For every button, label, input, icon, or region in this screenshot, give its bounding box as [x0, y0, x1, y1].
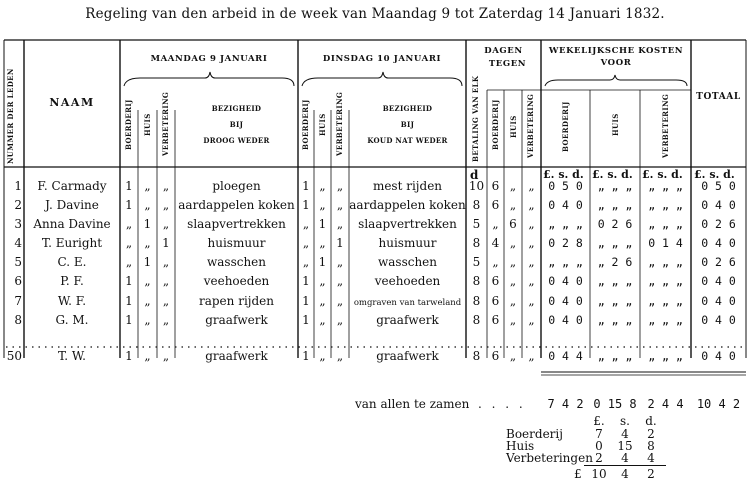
cell-m-b: 1: [125, 274, 133, 288]
totals-huis: 0 15 8: [593, 397, 637, 411]
cell-t-b: 6: [491, 198, 500, 212]
cell-m-work: veehoeden: [203, 274, 270, 288]
cell-m-b: 1: [125, 179, 133, 193]
summary-total-s: 4: [621, 467, 629, 481]
cell-d-b: 1: [302, 274, 310, 288]
cell-totaal: 0 4 0: [701, 313, 736, 327]
cell-k-b: 0 2 8: [548, 236, 583, 250]
cell-t-v: „: [528, 179, 535, 193]
header-nummer: NUMMER DER LEDEN: [6, 68, 15, 164]
totals-totaal: 10 4 2: [696, 397, 741, 411]
cell-m-h: „: [144, 349, 151, 363]
cell-k-h: „ „ „: [597, 179, 633, 193]
cell-d-b: „: [302, 255, 310, 269]
summary-verbeteringen-s: 4: [621, 451, 629, 465]
summary-rule: [584, 465, 666, 466]
header-m-bij: BIJ: [229, 120, 244, 129]
header-dagen: DAGEN: [484, 46, 523, 56]
cell-naam: F. Carmady: [37, 179, 107, 193]
cell-totaal: 0 4 0: [701, 294, 736, 308]
cell-t-b: „: [492, 217, 499, 231]
cell-k-b: 0 4 0: [548, 313, 583, 327]
cell-d-b: „: [302, 217, 310, 231]
header-m-boerderij: BOERDERIJ: [124, 99, 133, 150]
cell-m-b: „: [125, 255, 133, 269]
cell-d-h: „: [319, 236, 326, 250]
cell-totaal: 0 4 0: [701, 236, 736, 250]
summary-verbeteringen-d: 4: [647, 451, 655, 465]
cell-k-b: 0 4 0: [548, 198, 583, 212]
cell-m-v: „: [162, 179, 170, 193]
cell-d-h: „: [319, 313, 326, 327]
cell-t-v: „: [528, 198, 535, 212]
summary-label-boerderij: Boerderij: [506, 427, 563, 441]
cell-d-b: 1: [302, 294, 310, 308]
header-t-huis: HUIS: [509, 115, 518, 138]
header-d-bij: BIJ: [400, 120, 415, 129]
cell-m-work: ploegen: [212, 179, 261, 193]
cell-days: 8: [472, 294, 481, 308]
cell-k-h: „ „ „: [597, 349, 633, 363]
cell-d-work: graafwerk: [376, 313, 439, 327]
cell-nr: 6: [14, 274, 22, 288]
cell-totaal: 0 5 0: [701, 179, 736, 193]
cell-d-work: huismuur: [378, 236, 437, 250]
cell-k-h: „ „ „: [597, 274, 633, 288]
cell-d-h: „: [319, 294, 326, 308]
cell-totaal: 0 2 6: [701, 255, 736, 269]
header-naam: NAAM: [49, 96, 95, 109]
cell-m-h: „: [144, 179, 151, 193]
cell-k-v: „ „ „: [648, 294, 683, 308]
cell-d-work: slaapvertrekken: [358, 217, 457, 231]
summary-huis-d: 8: [647, 439, 655, 453]
header-t-verbetering: VERBETERING: [526, 93, 535, 158]
cell-d-work: mest rijden: [372, 179, 443, 193]
summary-total-symbol: £: [574, 467, 582, 481]
cell-days: 5: [472, 255, 481, 269]
cell-m-v: „: [162, 217, 170, 231]
header-voor: VOOR: [600, 58, 632, 68]
cell-d-v: „: [336, 274, 344, 288]
cell-k-v: 0 1 4: [648, 236, 683, 250]
header-m-droog: DROOG WEDER: [203, 136, 270, 145]
totals-dots: . . . .: [478, 397, 526, 411]
cell-d-h: 1: [318, 217, 327, 231]
ledger-table: [0, 38, 750, 398]
cell-d-work: omgraven van tarweland: [353, 298, 462, 308]
cell-t-h: „: [509, 274, 517, 288]
cell-d-work: wasschen: [377, 255, 438, 269]
header-maandag: MAANDAG 9 JANUARI: [150, 54, 268, 64]
cell-m-v: „: [162, 294, 170, 308]
cell-d-v: „: [336, 255, 344, 269]
cell-days: 8: [472, 274, 481, 288]
totals-boerderij: 7 4 2: [547, 397, 584, 411]
header-k-boerderij: BOERDERIJ: [561, 101, 570, 152]
cell-d-b: „: [302, 236, 310, 250]
cell-naam: J. Davine: [45, 198, 99, 212]
cell-d-v: „: [336, 217, 344, 231]
cell-d-v: „: [336, 313, 344, 327]
unit-k-verbetering: £. s. d.: [642, 168, 683, 181]
cell-m-work: huismuur: [207, 236, 266, 250]
cell-t-v: „: [528, 294, 535, 308]
cell-nr: 7: [14, 294, 22, 308]
cell-d-work: veehoeden: [374, 274, 441, 288]
cell-totaal: 0 2 6: [701, 217, 736, 231]
cell-days: 8: [472, 349, 481, 363]
cell-k-v: „ „ „: [648, 349, 683, 363]
summary-boerderij-l: 7: [595, 427, 603, 441]
unit-days: d: [470, 168, 479, 182]
cell-t-b: „: [492, 255, 499, 269]
cell-t-b: 4: [491, 236, 500, 250]
cell-k-v: „ „ „: [648, 255, 683, 269]
header-d-bezigheid: BEZIGHEID: [382, 104, 433, 113]
cell-d-b: 1: [302, 198, 310, 212]
cell-m-b: 1: [125, 198, 133, 212]
cell-t-b: 6: [491, 294, 500, 308]
cell-m-b: „: [125, 217, 133, 231]
unit-totaal: £. s. d.: [694, 168, 735, 181]
cell-nr: 8: [14, 313, 22, 327]
cell-d-work: aardappelen koken: [349, 198, 466, 212]
cell-m-work: graafwerk: [205, 349, 268, 363]
header-d-koud: KOUD NAT WEDER: [367, 136, 448, 145]
totals-label: van allen te zamen: [355, 397, 470, 411]
cell-m-work: aardappelen koken: [178, 198, 295, 212]
cell-k-b: 0 5 0: [548, 179, 583, 193]
cell-t-b: 6: [491, 179, 500, 193]
cell-t-b: 6: [491, 274, 500, 288]
cell-nr: 50: [6, 349, 22, 363]
cell-days: 8: [472, 313, 481, 327]
cell-t-h: „: [509, 294, 517, 308]
summary-label-huis: Huis: [506, 439, 535, 453]
cell-naam: G. M.: [55, 313, 89, 327]
cell-d-v: 1: [336, 236, 344, 250]
cell-k-h: „ 2 6: [597, 255, 633, 269]
cell-k-b: 0 4 4: [548, 349, 583, 363]
cell-days: 5: [472, 217, 481, 231]
header-m-verbetering: VERBETERING: [161, 91, 170, 156]
header-m-bezigheid: BEZIGHEID: [211, 104, 262, 113]
header-d-boerderij: BOERDERIJ: [301, 99, 310, 150]
cell-m-h: „: [144, 198, 151, 212]
cell-k-h: „ „ „: [597, 236, 633, 250]
cell-m-v: 1: [162, 236, 170, 250]
cell-t-b: 6: [491, 313, 500, 327]
cell-totaal: 0 4 0: [701, 349, 736, 363]
cell-t-v: „: [528, 349, 535, 363]
cell-m-work: slaapvertrekken: [187, 217, 286, 231]
cell-k-h: „ „ „: [597, 198, 633, 212]
cell-totaal: 0 4 0: [701, 198, 736, 212]
cell-m-v: „: [162, 198, 170, 212]
cell-m-h: „: [144, 236, 151, 250]
header-dinsdag: DINSDAG 10 JANUARI: [322, 54, 442, 64]
header-d-huis: HUIS: [318, 113, 327, 136]
cell-d-h: „: [319, 349, 326, 363]
cell-d-h: 1: [318, 255, 327, 269]
cell-nr: 1: [14, 179, 22, 193]
cell-k-v: „ „ „: [648, 274, 683, 288]
header-t-boerderij: BOERDERIJ: [491, 99, 500, 150]
unit-k-huis: £. s. d.: [592, 168, 633, 181]
header-totaal: TOTAAL: [696, 92, 741, 102]
summary-total-d: 2: [647, 467, 655, 481]
cell-d-h: „: [319, 179, 326, 193]
cell-k-v: „ „ „: [648, 198, 683, 212]
summary-col-s: s.: [620, 414, 630, 428]
cell-k-v: „ „ „: [648, 217, 683, 231]
totals-verbetering: 2 4 4: [647, 397, 684, 411]
cell-d-b: 1: [302, 313, 310, 327]
cell-d-v: „: [336, 179, 344, 193]
cell-m-v: „: [162, 274, 170, 288]
cell-t-h: „: [509, 179, 517, 193]
cell-d-b: 1: [302, 179, 310, 193]
cell-naam: W. F.: [57, 294, 87, 308]
cell-d-b: 1: [302, 349, 310, 363]
summary-label-verbeteringen: Verbeteringen: [506, 451, 593, 465]
cell-m-work: graafwerk: [205, 313, 268, 327]
cell-t-h: „: [509, 236, 517, 250]
cell-d-h: „: [319, 274, 326, 288]
cell-naam: T. Euright: [41, 236, 103, 250]
cell-t-h: „: [509, 313, 517, 327]
cell-k-h: „ „ „: [597, 313, 633, 327]
header-m-huis: HUIS: [143, 113, 152, 136]
cell-m-v: „: [162, 255, 170, 269]
cell-k-v: „ „ „: [648, 313, 683, 327]
cell-days: 8: [472, 198, 481, 212]
summary-boerderij-s: 4: [621, 427, 629, 441]
cell-t-v: „: [528, 217, 535, 231]
cell-m-h: 1: [143, 217, 152, 231]
summary-huis-l: 0: [595, 439, 603, 453]
cell-naam: T. W.: [58, 349, 86, 363]
cell-naam: P. F.: [60, 274, 84, 288]
cell-totaal: 0 4 0: [701, 274, 736, 288]
cell-t-v: „: [528, 255, 535, 269]
cell-m-work: wasschen: [206, 255, 267, 269]
cell-m-b: „: [125, 236, 133, 250]
cell-nr: 3: [14, 217, 22, 231]
cell-t-h: „: [509, 349, 517, 363]
header-betaling: BETALING VAN ELK: [471, 75, 480, 162]
unit-k-boerderij: £. s. d.: [543, 168, 584, 181]
summary-verbeteringen-l: 2: [595, 451, 603, 465]
cell-k-b: „ „ „: [548, 255, 583, 269]
cell-m-b: 1: [125, 294, 133, 308]
cell-days: 10: [468, 179, 485, 193]
cell-k-b: „ „ „: [548, 217, 583, 231]
cell-m-work: rapen rijden: [198, 294, 275, 308]
cell-m-h: „: [144, 313, 151, 327]
cell-t-v: „: [528, 274, 535, 288]
cell-d-v: „: [336, 294, 344, 308]
cell-m-b: 1: [125, 313, 133, 327]
cell-nr: 5: [14, 255, 22, 269]
cell-k-h: 0 2 6: [597, 217, 633, 231]
cell-t-b: 6: [491, 349, 500, 363]
cell-m-b: 1: [125, 349, 133, 363]
cell-k-h: „ „ „: [597, 294, 633, 308]
summary-boerderij-d: 2: [647, 427, 655, 441]
cell-k-v: „ „ „: [648, 179, 683, 193]
header-kosten: WEKELIJKSCHE KOSTEN: [548, 46, 684, 56]
summary-col-l: £.: [593, 414, 605, 428]
cell-k-b: 0 4 0: [548, 274, 583, 288]
cell-d-work: graafwerk: [376, 349, 439, 363]
cell-t-v: „: [528, 236, 535, 250]
header-d-verbetering: VERBETERING: [335, 91, 344, 156]
cell-t-h: „: [509, 198, 517, 212]
header-k-verbetering: VERBETERING: [661, 93, 670, 158]
cell-nr: 4: [14, 236, 22, 250]
cell-m-h: „: [144, 294, 151, 308]
header-tegen: TEGEN: [488, 59, 527, 69]
cell-naam: Anna Davine: [33, 217, 111, 231]
cell-m-h: 1: [143, 255, 152, 269]
cell-d-v: „: [336, 198, 344, 212]
summary-huis-s: 15: [617, 439, 633, 453]
cell-nr: 2: [14, 198, 22, 212]
cell-d-h: „: [319, 198, 326, 212]
cell-t-v: „: [528, 313, 535, 327]
cell-m-v: „: [162, 313, 170, 327]
cell-m-v: „: [162, 349, 170, 363]
cell-k-b: 0 4 0: [548, 294, 583, 308]
cell-t-h: 6: [509, 217, 517, 231]
summary-col-d: d.: [645, 414, 657, 428]
summary-total-l: 10: [591, 467, 607, 481]
cell-t-h: „: [509, 255, 517, 269]
cell-days: 8: [472, 236, 481, 250]
cell-m-h: „: [144, 274, 151, 288]
cell-d-v: „: [336, 349, 344, 363]
cell-naam: C. E.: [57, 255, 87, 269]
page-title: Regeling van den arbeid in de week van Maandag 9 tot Zaterdag 14 Januari 1832.: [85, 6, 665, 22]
header-k-huis: HUIS: [611, 113, 620, 136]
